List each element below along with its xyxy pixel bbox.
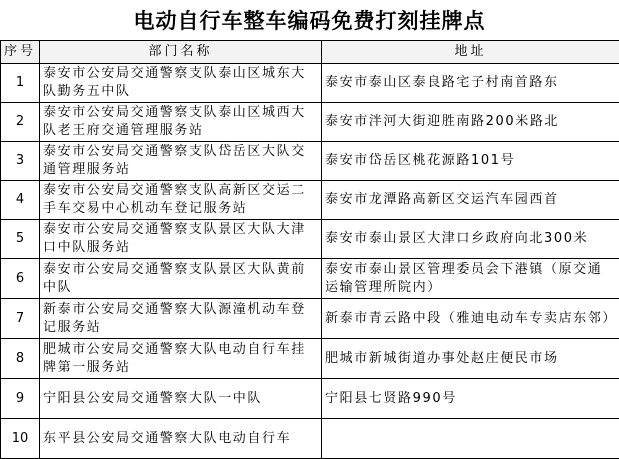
header-addr: 地址 [322,41,619,64]
row-dept: 泰安市公安局交通警察支队景区大队大津口中队服务站 [40,220,322,259]
row-dept: 泰安市公安局交通警察支队高新区交运二手车交易中心机动车登记服务站 [40,181,322,220]
row-dept: 新泰市公安局交通警察大队源潼机动车登记服务站 [40,299,322,339]
row-no: 7 [1,299,40,339]
row-addr: 泰安市岱岳区桃花源路101号 [322,142,619,181]
table-row [1,181,619,220]
page-title: 电动自行车整车编码免费打刻挂牌点 [0,0,619,40]
table-row [1,142,619,181]
row-dept: 泰安市公安局交通警察支队景区大队黄前中队 [40,259,322,299]
row-addr: 泰安市泰山景区管理委员会下港镇（原交通运输管理所院内） [322,259,619,299]
row-no: 10 [1,419,40,459]
row-no: 2 [1,103,40,142]
row-dept: 宁阳县公安局交通警察大队一中队 [40,379,322,419]
row-dept: 泰安市公安局交通警察支队岱岳区大队交通管理服务站 [40,142,322,181]
row-dept: 东平县公安局交通警察大队电动自行车 [40,419,322,459]
row-no: 3 [1,142,40,181]
row-addr: 泰安市泰山景区大津口乡政府向北300米 [322,220,619,259]
table-row [1,64,619,103]
row-dept: 泰安市公安局交通警察支队泰山区城东大队勤务五中队 [40,64,322,103]
row-dept: 泰安市公安局交通警察支队泰山区城西大队老王府交通管理服务站 [40,103,322,142]
row-no: 6 [1,259,40,299]
table-row [1,339,619,379]
row-dept: 肥城市公安局交通警察大队电动自行车挂牌第一服务站 [40,339,322,379]
row-addr: 新泰市青云路中段（雅迪电动车专卖店东邻） [322,299,619,339]
row-no: 1 [1,64,40,103]
row-addr: 肥城市新城街道办事处赵庄便民市场 [322,339,619,379]
station-table [0,40,619,459]
row-addr: 泰安市泰山区泰良路宅子村南首路东 [322,64,619,103]
header-dept: 部门名称 [40,41,322,64]
row-no: 8 [1,339,40,379]
table-header-row [1,41,619,64]
row-addr: 泰安市泮河大街迎胜南路200米路北 [322,103,619,142]
table-row [1,259,619,299]
row-no: 4 [1,181,40,220]
row-no: 9 [1,379,40,419]
row-no: 5 [1,220,40,259]
table-row [1,299,619,339]
row-addr: 宁阳县七贤路990号 [322,379,619,419]
header-no: 序号 [1,41,40,64]
table-row [1,103,619,142]
table-row [1,220,619,259]
table-row [1,379,619,419]
row-addr: 泰安市龙潭路高新区交运汽车园西首 [322,181,619,220]
